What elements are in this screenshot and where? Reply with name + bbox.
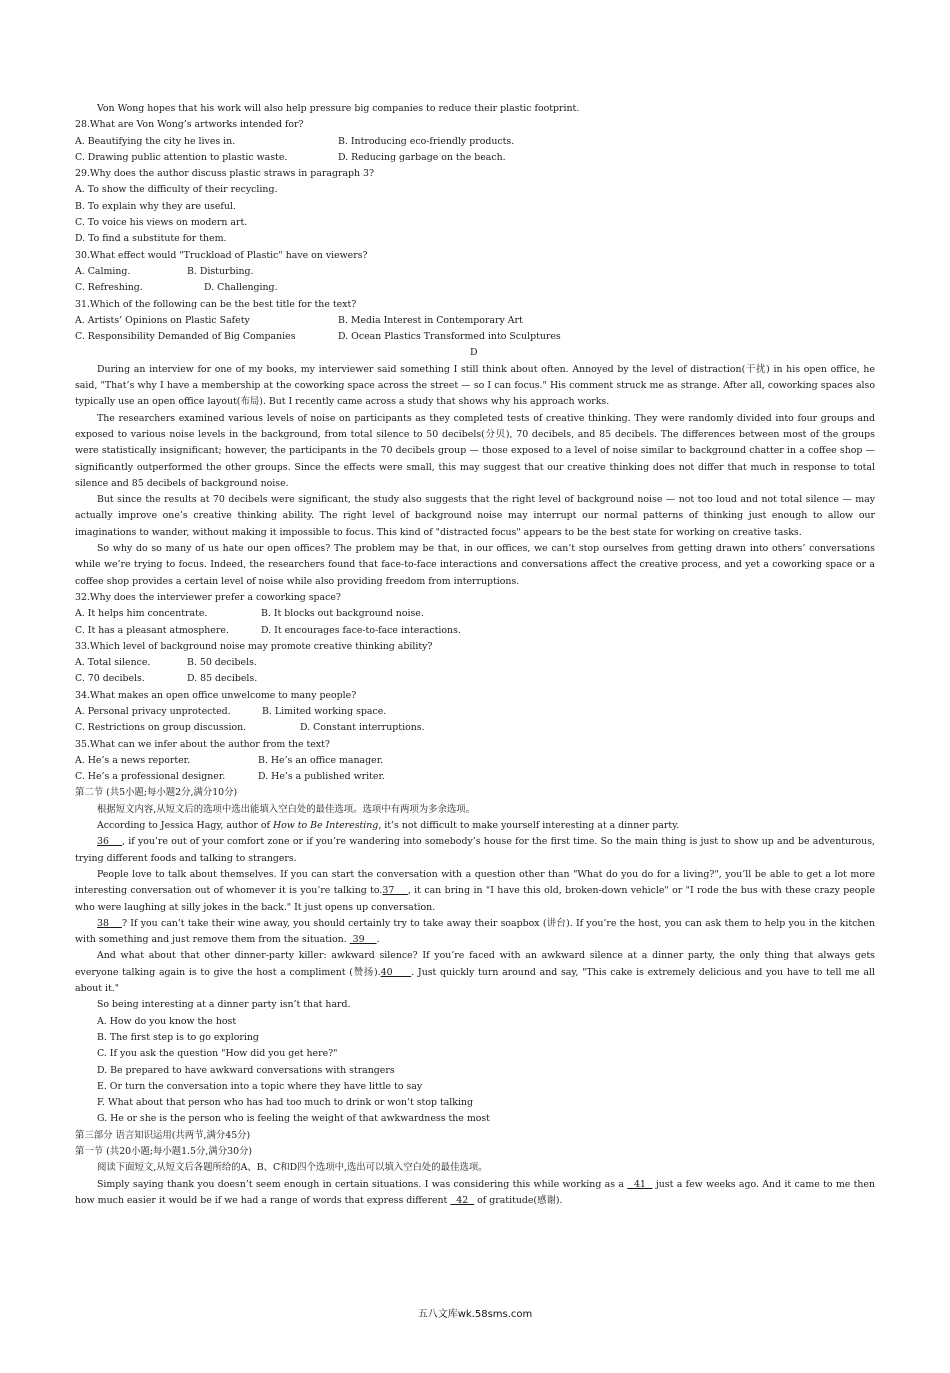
- blank-39: 39: [349, 934, 377, 946]
- question-32-options-row-2: [75, 623, 875, 639]
- question-32-options-row-1: [75, 606, 875, 622]
- paragraph-2-text: , if you’re out of your comfort zone or if you’re wandering into somebody’s house for the first time. So the main thing is just to show up and be adventurous, trying different foods and talking to strangers.: [75, 836, 875, 864]
- question-33-options-row-1: [75, 655, 875, 671]
- option-34-b: B. Limited working space.: [262, 705, 387, 717]
- passage-d-paragraph-4: So why do so many of us hate our open offices? The problem may be that, in our offices, we can’t stop ourselves from getting drawn into others’ conversations while we’re trying to focus. Indeed, the researchers found that face-to-face interactions and conversations affect the creative process, and yet a coworking space or a coffee shop provides a certain level of noise while also providing freedom from interruptions.: [75, 543, 875, 587]
- blank-42: 42: [450, 1194, 475, 1206]
- option-29-a: A. To show the difficulty of their recycling.: [75, 184, 278, 196]
- blank-36: 36: [97, 836, 122, 848]
- part-3-instruction: 阅读下面短文,从短文后各题所给的A、B、C和D四个选项中,选出可以填入空白处的最佳选项。: [97, 1162, 488, 1174]
- option-33-d: D. 85 decibels.: [187, 673, 258, 685]
- section-2-paragraph-5: [75, 948, 875, 997]
- paragraph-3-text-a: People love to talk about themselves. If you can start the conversation with a question other than "What do you do for a living?", you’ll be able to get a lot more interesting conversation out of whomever it is you’re talking to.: [75, 868, 875, 897]
- option-29-d: D. To find a substitute for them.: [75, 233, 227, 245]
- section-2-option-a: A. How do you know the host: [97, 1015, 237, 1027]
- paragraph-4-end: .: [376, 934, 380, 946]
- section-2-option-d: D. Be prepared to have awkward conversations with strangers: [97, 1064, 395, 1076]
- paragraph-3-text-b: , it can bring in "I have this old, broken-down vehicle" or "I rode the bus with these crazy people who were laughing at silly jokes in the back." It just opens up conversation.: [75, 885, 875, 913]
- option-29-c: C. To voice his views on modern art.: [75, 217, 248, 229]
- part-3-section-1-heading: 第一节 (共20小题;每小题1.5分,满分30分): [75, 1146, 253, 1157]
- option-33-a: A. Total silence.: [75, 657, 151, 669]
- option-33-c: C. 70 decibels.: [75, 673, 145, 685]
- option-28-d: D. Reducing garbage on the beach.: [338, 151, 506, 163]
- option-34-d: D. Constant interruptions.: [300, 722, 425, 734]
- question-30-options-row-2: [75, 280, 875, 296]
- question-35-options-row-2: [75, 769, 875, 785]
- paragraph-5-text-a: And what about that other dinner-party killer: awkward silence? If you’re faced with an awkward silence at a dinner party, the only thing that always gets everyone talking again is to give the host a compliment (赞扬).: [75, 950, 875, 978]
- question-28-options-row-1: [75, 134, 875, 150]
- document-body: [75, 101, 875, 1209]
- question-31-options-row-1: [75, 313, 875, 329]
- question-28-stem: 28.What are Von Wong’s artworks intended for?: [75, 119, 304, 131]
- question-30-options-row-1: [75, 264, 875, 280]
- part-3-text-c: of gratitude(感谢).: [474, 1194, 563, 1206]
- section-2-paragraph-6: So being interesting at a dinner party isn’t that hard.: [97, 999, 351, 1011]
- part-3-heading: 第三部分 语言知识运用(共两节,满分45分): [75, 1129, 251, 1141]
- question-34-options-row-2: [75, 720, 875, 736]
- passage-c-closing-line: Von Wong hopes that his work will also help pressure big companies to reduce their plastic footprint.: [97, 103, 580, 114]
- option-28-b: B. Introducing eco-friendly products.: [338, 135, 515, 147]
- question-32-stem: 32.Why does the interviewer prefer a coworking space?: [75, 591, 341, 603]
- option-32-d: D. It encourages face-to-face interactions.: [261, 624, 461, 636]
- question-29-stem: 29.Why does the author discuss plastic straws in paragraph 3?: [75, 168, 375, 180]
- option-30-c: C. Refreshing.: [75, 282, 143, 294]
- option-30-b: B. Disturbing.: [187, 265, 254, 277]
- section-2-instruction: 根据短文内容,从短文后的选项中选出能填入空白处的最佳选项。选项中有两项为多余选项。: [97, 803, 475, 815]
- option-32-a: A. It helps him concentrate.: [75, 608, 208, 620]
- section-2-heading: 第二节 (共5小题;每小题2分,满分10分): [75, 787, 238, 799]
- question-33-options-row-2: [75, 671, 875, 687]
- option-31-a: A. Artists’ Opinions on Plastic Safety: [75, 314, 250, 326]
- part-3-text-b: just a few weeks ago. And it came to me then how much easier it would be if we had a range of words that express different: [75, 1178, 875, 1206]
- option-35-c: C. He’s a professional designer.: [75, 771, 226, 783]
- paragraph-4-text: ? If you can’t take their wine away, you should certainly try to take away their soapbox (讲台). If you’re the host, you can ask them to help you in the kitchen with something and just remove them from the situation.: [75, 917, 875, 946]
- paragraph-1-text-b: , it’s not difficult to make yourself interesting at a dinner party.: [378, 820, 680, 832]
- question-31-options-row-2: [75, 329, 875, 345]
- paragraph-5-text-b: . Just quickly turn around and say, "This cake is extremely delicious and you have to tell me all about it.": [75, 966, 875, 995]
- section-2-option-g: G. He or she is the person who is feeling the weight of that awkwardness the most: [97, 1113, 490, 1125]
- option-32-b: B. It blocks out background noise.: [261, 608, 424, 620]
- option-28-a: A. Beautifying the city he lives in.: [75, 135, 236, 147]
- passage-d-paragraph-3: But since the results at 70 decibels were significant, the study also suggests that the right level of background noise — not too loud and not total silence — may actually improve one’s creative thinking ability. The right level of background noise may interrupt our normal patterns of thinking just enough to allow our imaginations to wander, without making it impossible to focus. This kind of "distracted focus" appears to be the best state for working on creative tasks.: [75, 494, 875, 538]
- option-35-b: B. He’s an office manager.: [258, 754, 384, 766]
- blank-37: 37: [382, 885, 408, 897]
- question-31-stem: 31.Which of the following can be the best title for the text?: [75, 298, 357, 310]
- option-31-c: C. Responsibility Demanded of Big Companies: [75, 331, 296, 343]
- option-35-d: D. He’s a published writer.: [258, 771, 385, 783]
- option-28-c: C. Drawing public attention to plastic waste.: [75, 151, 288, 163]
- blank-40: 40: [380, 966, 412, 978]
- question-33-stem: 33.Which level of background noise may promote creative thinking ability?: [75, 640, 433, 652]
- question-34-options-row-1: [75, 704, 875, 720]
- question-34-stem: 34.What makes an open office unwelcome to many people?: [75, 689, 357, 701]
- option-31-b: B. Media Interest in Contemporary Art: [338, 314, 523, 326]
- option-30-d: D. Challenging.: [204, 282, 278, 294]
- passage-d-label: D: [470, 347, 478, 359]
- question-28-options-row-2: [75, 150, 875, 166]
- option-31-d: D. Ocean Plastics Transformed into Sculptures: [338, 331, 561, 343]
- blank-38: 38: [97, 917, 122, 929]
- option-35-a: A. He’s a news reporter.: [75, 754, 191, 766]
- question-35-options-row-1: [75, 753, 875, 769]
- option-30-a: A. Calming.: [75, 265, 131, 277]
- option-34-a: A. Personal privacy unprotected.: [75, 705, 231, 717]
- section-2-option-b: B. The first step is to go exploring: [97, 1031, 259, 1043]
- section-2-paragraph-2: [75, 834, 875, 867]
- section-2-option-c: C. If you ask the question "How did you get here?": [97, 1048, 338, 1060]
- blank-41: 41: [627, 1178, 653, 1190]
- part-3-paragraph-1: [75, 1177, 875, 1210]
- option-32-c: C. It has a pleasant atmosphere.: [75, 624, 229, 636]
- option-33-b: B. 50 decibels.: [187, 657, 257, 669]
- passage-d-paragraph-1: During an interview for one of my books, my interviewer said something I still think about often. Annoyed by the level of distraction(干扰) in his open office, he said, "That’s why I have a membership at the coworking space across the street — so I can focus." His comment struck me as strange. After all, coworking spaces also typically use an open office layout(布局). But I recently came across a study that shows why his approach works.: [75, 363, 875, 408]
- option-29-b: B. To explain why they are useful.: [75, 200, 236, 212]
- paragraph-1-text-a: According to Jessica Hagy, author of: [97, 820, 273, 832]
- question-35-stem: 35.What can we infer about the author from the text?: [75, 738, 330, 750]
- footer-watermark: 五八文库wk.58sms.com: [417, 1309, 533, 1320]
- section-2-paragraph-4: [75, 916, 875, 949]
- part-3-text-a: Simply saying thank you doesn’t seem enough in certain situations. I was considering this while working as a: [97, 1178, 628, 1190]
- passage-d-paragraph-2: The researchers examined various levels of noise on participants as they completed tests of creative thinking. They were randomly divided into four groups and exposed to various noise levels in the background, from total silence to 50 decibels(分贝), 70 decibels, and 85 decibels. The differences between most of the groups were statistically insignificant; however, the participants in the 70 decibels group — those exposed to a level of noise similar to background chatter in a coffee shop — significantly outperformed the other groups. Since the effects were small, this may suggest that our creative thinking does not differ that much in response to total silence and 85 decibels of background noise.: [75, 412, 875, 489]
- section-2-paragraph-3: [75, 867, 875, 916]
- section-2-option-f: F. What about that person who has had too much to drink or won’t stop talking: [97, 1097, 474, 1109]
- book-title: How to Be Interesting: [272, 820, 379, 832]
- section-2-option-e: E. Or turn the conversation into a topic where they have little to say: [97, 1080, 423, 1092]
- question-30-stem: 30.What effect would "Truckload of Plastic" have on viewers?: [75, 249, 368, 261]
- option-34-c: C. Restrictions on group discussion.: [75, 722, 247, 734]
- section-2-paragraph-1: [75, 818, 875, 834]
